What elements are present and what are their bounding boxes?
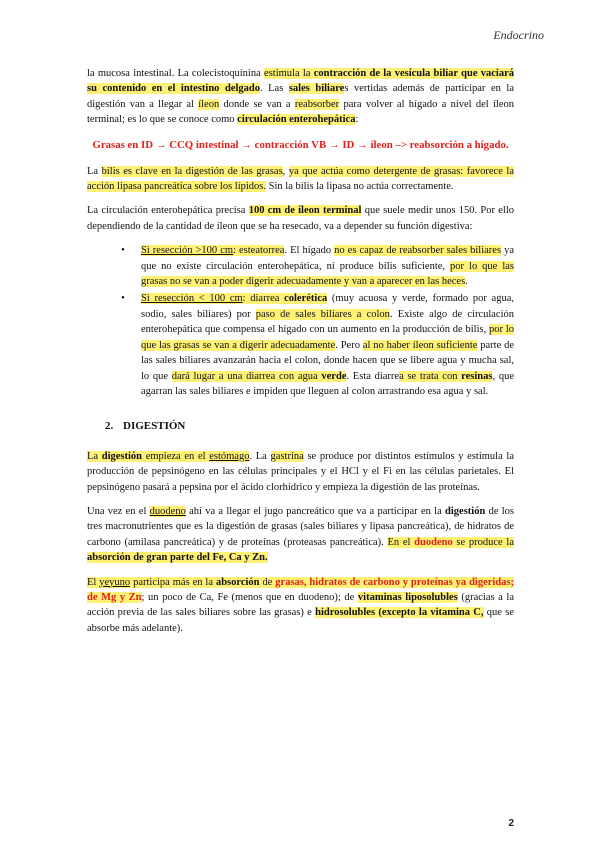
highlight: dará lugar a una diarrea con agua: [171, 370, 322, 382]
highlight: estimula la: [264, 68, 314, 79]
paragraph-stomach: [87, 449, 514, 495]
bold-text: digestión: [445, 505, 486, 517]
text: ,: [282, 165, 289, 177]
text: , que agarran las sales biliares e impiden que lleguen al colon arrastrando esa agua y sal.: [141, 370, 514, 397]
highlight: por lo que las grasas no se van a poder digerir adecuadamente y van a aparecer en las heces: [141, 260, 514, 288]
list-item-resection-under-100: [121, 291, 515, 399]
text: que se absorbe más adelante).: [87, 607, 514, 634]
highlight-bold: sales biliare: [288, 83, 345, 95]
page-number: 2: [508, 818, 514, 829]
text: para volver al hígado a nivel del íleon terminal; es lo que se conoce como: [87, 98, 514, 126]
highlight: reabsorber: [294, 98, 340, 110]
text: Sin la bilis la lipasa no actúa correctamente.: [266, 181, 454, 193]
text: (gracias a la acción previa de las sales biliares sobre las grasas) e: [87, 591, 514, 619]
highlight-bold: contracción de la vesícula biliar que vaciará su contenido en el intestino delgado: [87, 68, 514, 95]
highlight: por lo que las grasas se van a digerir adecuadamente: [141, 324, 514, 351]
flow-summary: Grasas en ID → CCQ intestinal → contracción VB → ID → íleon –> reabsorción a hígado.: [92, 138, 509, 151]
highlight: íleon: [198, 98, 220, 110]
highlight-bold: colerética: [284, 293, 328, 305]
text: ; un poco de Ca, Fe (menos que en duodeno); de: [141, 591, 358, 603]
highlight-bold: 100 cm de íleon terminal: [248, 205, 362, 217]
text: :: [355, 114, 359, 126]
highlight-bold: absorción: [215, 576, 260, 588]
highlight: no es capaz de reabsorber sales biliares: [334, 245, 502, 257]
text: La circulación enterohepática precisa: [87, 205, 249, 217]
highlight-bold: digestión: [101, 450, 143, 462]
text: ya que no existe circulación enterohepática, ni produce bilis suficiente,: [141, 245, 514, 272]
highlight-underline: estómago: [209, 450, 250, 462]
highlight: de: [259, 576, 276, 588]
highlight: El: [87, 576, 100, 588]
text: . Pero: [335, 339, 363, 351]
text: de los tres macronutrientes que es la digestión de grasas (sales biliares y lipasa pancreática), de hidratos de carbono (amilasa pancreática) y de proteínas (proteasas pancreática).: [87, 505, 515, 548]
highlight: bilis es clave en la digestión de las grasas: [101, 165, 283, 177]
highlight: : diarrea: [242, 293, 285, 305]
highlight: paso de sales biliares a colon: [255, 308, 390, 320]
highlight: a se trata con: [399, 370, 462, 382]
text: . El hígado: [284, 245, 335, 257]
highlight: En el: [387, 536, 415, 548]
list-item-resection-over-100: [121, 243, 514, 289]
highlight-bold: vitaminas liposolubles: [357, 591, 458, 603]
text: La: [87, 165, 102, 177]
highlight-bold: hidrosolubles (excepto la vitamina C,: [315, 607, 484, 619]
running-header: Endocrino: [493, 28, 544, 42]
highlight: La: [87, 450, 102, 462]
resection-list: [87, 243, 514, 399]
highlight-underline: Si resección >100 cm: [141, 245, 234, 257]
text: que suele medir unos 150. Por ello dependiendo de la cantidad de íleon que se ha resecado, va a depender su función digestiva:: [87, 205, 515, 232]
text: donde se van a: [219, 98, 295, 110]
highlight-underline: yeyuno: [99, 576, 131, 588]
highlight-underline: Si resección < 100 cm: [141, 293, 243, 305]
highlight: : esteatorrea: [233, 245, 285, 257]
highlight: participa más en la: [130, 576, 216, 588]
highlight: gastrina: [270, 450, 304, 462]
text: (muy acuosa y verde, formado por agua, sodio, sales biliares) por: [141, 293, 514, 320]
text: s vertidas además de participar en la digestión van a llegar al: [87, 83, 514, 110]
bullet-icon: •: [121, 244, 125, 257]
section-number: 2.: [105, 420, 114, 433]
highlight-bold: resinas: [461, 370, 493, 382]
page-content: [87, 66, 514, 645]
highlight: ya que actúa como detergente de grasas: favorece la acción lipasa pancreática sobre los lípidos.: [87, 165, 514, 193]
text: . La: [249, 450, 271, 462]
bullet-icon: •: [121, 292, 125, 305]
highlight-underline: duodeno: [149, 505, 186, 517]
paragraph-bile-role: [87, 164, 514, 195]
section-heading: [105, 419, 514, 434]
text: se produce por distintos estímulos y estimula la producción de pepsinógeno en las células principales y el HCl y el Fi en las células parietales. El pepsinógeno pasará a pepsina por el ácido clorhídrico y empieza la digestión de las proteínas.: [87, 450, 515, 493]
text: ahí va a llegar el jugo pancreático que va a participar en la: [185, 505, 446, 517]
highlight-red: duodeno: [414, 536, 453, 548]
paragraph-duodenum: [87, 504, 514, 566]
paragraph-enterohepatic: [87, 203, 514, 234]
highlight: se produce la: [452, 536, 514, 548]
section-title-text: DIGESTIÓN: [123, 420, 186, 433]
paragraph-bile-secretion: [87, 66, 514, 128]
text: .: [465, 276, 468, 288]
text: parte de las sales biliares avanzarán hacia el colon, donde hacen que se libere agua y mucha sal, lo que: [141, 339, 514, 382]
text: . Existe algo de circulación enterohepática que compensa el hígado con un aumento en la producción de bilis,: [141, 308, 515, 336]
text: . Esta diarre: [346, 370, 400, 382]
highlight-red: grasas, hidratos de carbono y proteínas ya digeridas; de Mg y Zn: [87, 576, 515, 603]
highlight-bold: circulación enterohepática: [237, 114, 356, 126]
text: la mucosa intestinal. La colecistoquinina: [87, 68, 265, 79]
highlight-bold: absorción de gran parte del Fe, Ca y Zn.: [87, 552, 268, 564]
text: . Las: [259, 83, 289, 95]
highlight-bold: verde: [321, 370, 347, 382]
text: Una vez en el: [87, 505, 150, 517]
highlight: al no haber íleon suficiente: [362, 339, 478, 351]
highlight: empieza en el: [142, 450, 210, 462]
paragraph-jejunum: [87, 575, 514, 637]
